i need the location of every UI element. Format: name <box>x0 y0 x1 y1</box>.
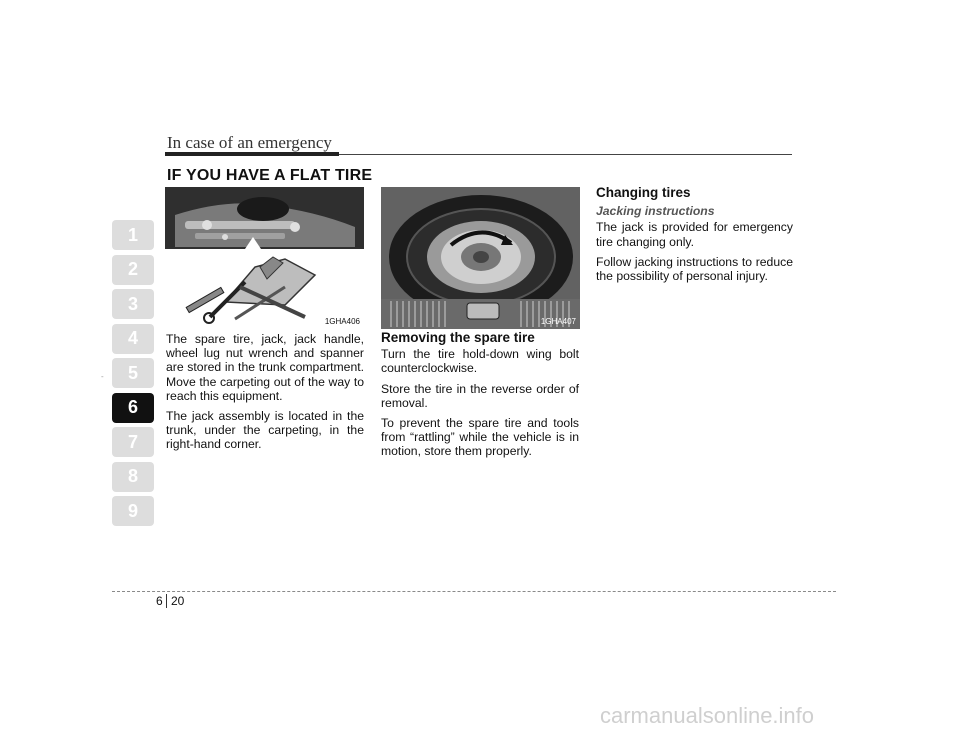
chapter-tab-1[interactable]: 1 <box>112 220 154 250</box>
chapter-tab-5[interactable]: 5 <box>112 358 154 388</box>
paragraph-store-reverse: Store the tire in the reverse order of removal. <box>381 381 579 410</box>
footer-chapter-number: 6 <box>156 594 163 608</box>
footer-divider <box>112 591 836 592</box>
chapter-tab-2[interactable]: 2 <box>112 255 154 285</box>
column-1 <box>166 332 364 458</box>
tab-mark: - <box>101 372 104 381</box>
paragraph-storage: The spare tire, jack, jack handle, wheel lug nut wrench and spanner are stored in the trunk compartment. Move the carpeting out of the way to reach this equipment. <box>166 332 364 403</box>
column-3 <box>596 186 793 289</box>
heading-changing-tires: Changing tires <box>596 185 691 200</box>
watermark-text: carmanualsonline.info <box>600 703 815 728</box>
paragraph-emergency-only: The jack is provided for emergency tire changing only. <box>596 220 793 249</box>
paragraph-reduce-injury: Follow jacking instructions to reduce the possibility of personal injury. <box>596 254 793 284</box>
spare-tire-illustration <box>381 187 580 329</box>
figure-spare-tire <box>381 187 580 329</box>
figure-code-tools: 1GHA406 <box>324 317 360 326</box>
chapter-tabs <box>112 220 154 531</box>
section-title: In case of an emergency <box>167 133 332 152</box>
paragraph-prevent-rattling: To prevent the spare tire and tools from “rattling” while the vehicle is in motion, store them properly. <box>381 416 579 459</box>
chapter-tab-3[interactable]: 3 <box>112 289 154 319</box>
footer-page-number: 20 <box>171 594 185 608</box>
chapter-tab-9[interactable]: 9 <box>112 496 154 526</box>
subheading-jacking: Jacking instructions <box>596 204 715 219</box>
chapter-tab-6[interactable]: 6 <box>112 393 154 423</box>
chapter-heading: IF YOU HAVE A FLAT TIRE <box>167 167 373 184</box>
paragraph-wing-bolt: Turn the tire hold-down wing bolt counterclockwise. <box>381 347 579 376</box>
tools-illustration <box>165 187 364 329</box>
paragraph-jack-location: The jack assembly is located in the trunk, under the carpeting, in the right-hand corner. <box>166 409 364 452</box>
chapter-tab-7[interactable]: 7 <box>112 427 154 457</box>
figure-trunk-tools <box>165 187 364 329</box>
header-bar-thin <box>339 154 792 155</box>
footer-separator <box>166 594 167 608</box>
figure-code-spare: 1GHA407 <box>540 317 576 326</box>
heading-removing-spare: Removing the spare tire <box>381 330 535 345</box>
chapter-tab-8[interactable]: 8 <box>112 462 154 492</box>
chapter-tab-4[interactable]: 4 <box>112 324 154 354</box>
header-bar-thick <box>165 152 339 156</box>
column-2 <box>381 331 579 465</box>
